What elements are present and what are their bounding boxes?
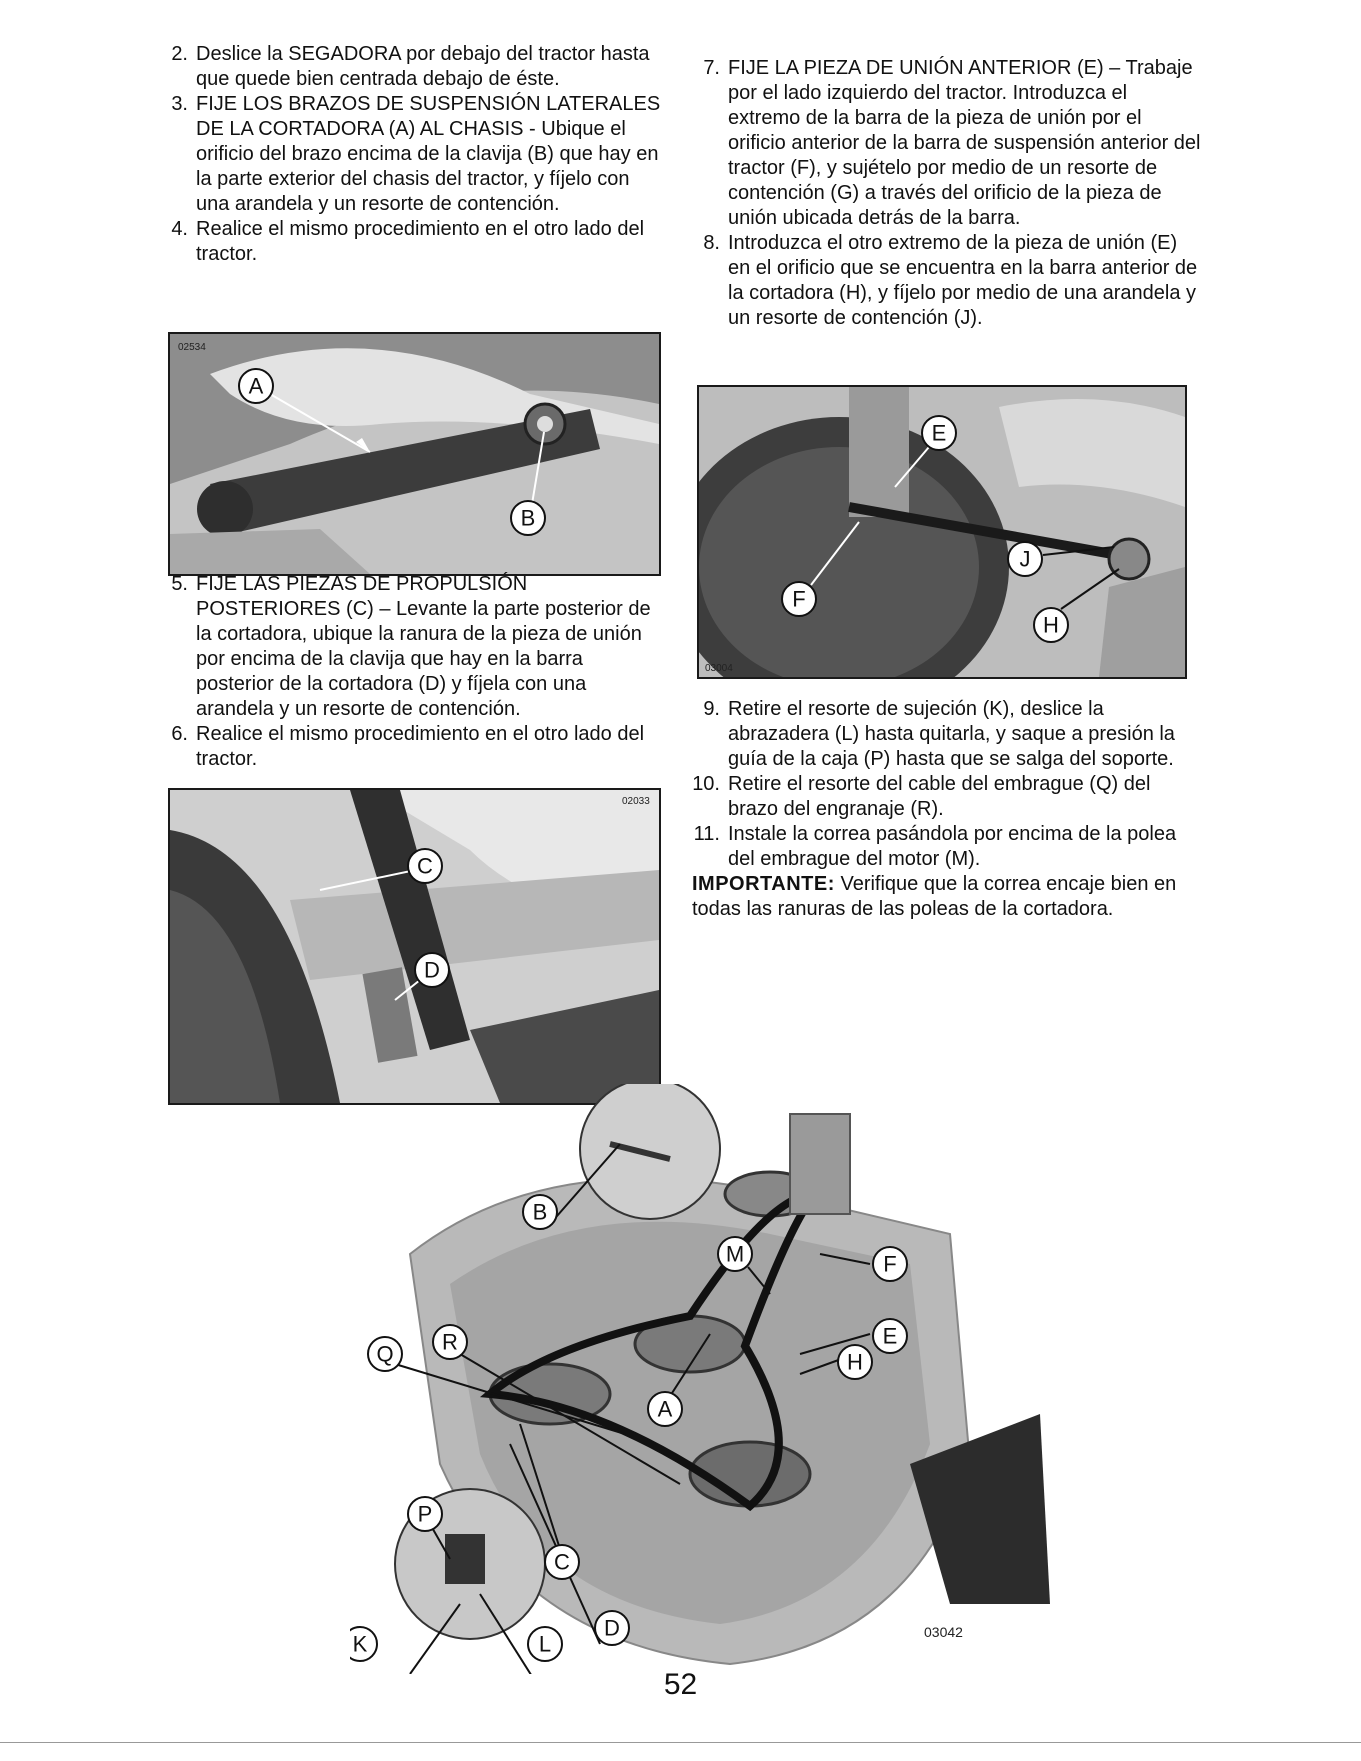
figure-suspension-arm	[168, 332, 661, 576]
svg-text:B: B	[532, 1199, 548, 1225]
callout-e: E	[931, 420, 947, 446]
step-11: 11. Instale la correa pasándola por encima de la polea del embrague del motor (M).	[693, 823, 1177, 870]
left-column-top	[160, 42, 665, 267]
important-label: IMPORTANTE:	[692, 873, 835, 895]
figure-code: 02534	[178, 342, 206, 353]
figure-code: 03042	[924, 1624, 963, 1640]
bottom-rule	[0, 1742, 1361, 1743]
right-column-bottom	[692, 697, 1202, 922]
callout-a	[648, 1392, 682, 1426]
svg-text:Q: Q	[376, 1341, 394, 1367]
right-column-top	[692, 56, 1202, 331]
svg-text:R: R	[442, 1329, 458, 1355]
step-10: 10. Retire el resorte del cable del embrague (Q) del brazo del engranaje (R).	[692, 773, 1151, 820]
callout-e	[873, 1319, 907, 1353]
mower-deck-diagram	[350, 1084, 1050, 1674]
svg-text:H: H	[847, 1349, 863, 1375]
callout-c: C	[417, 853, 433, 879]
step-7: 7. FIJE LA PIEZA DE UNIÓN ANTERIOR (E) – Trabaje por el lado izquierdo del tractor. Introduzca el extremo de la barra de la pieza de unión por el orificio anterior de la barra de suspensión anterior del tractor (F), y sujételo por medio de un resorte de contención (G) a través del orificio de la pieza de unión ubicada detrás de la barra.	[703, 57, 1201, 229]
svg-text:D: D	[604, 1615, 620, 1641]
page-number: 52	[663, 1668, 698, 1701]
callout-d	[595, 1611, 629, 1645]
step-4: 4. Realice el mismo procedimiento en el otro lado del tractor.	[171, 218, 645, 265]
callout-k	[350, 1627, 377, 1661]
svg-text:A: A	[657, 1396, 673, 1422]
svg-text:E: E	[882, 1323, 898, 1349]
callout-a: A	[248, 373, 264, 399]
callout-f	[873, 1247, 907, 1281]
callout-m	[718, 1237, 752, 1271]
svg-text:L: L	[538, 1631, 552, 1657]
callout-d: D	[424, 957, 440, 983]
important-note	[692, 872, 1202, 922]
step-6: 6. Realice el mismo procedimiento en el otro lado del tractor.	[171, 723, 645, 770]
svg-text:C: C	[554, 1549, 570, 1575]
figure-front-link	[697, 385, 1187, 679]
step-3: 3. FIJE LOS BRAZOS DE SUSPENSIÓN LATERALES DE LA CORTADORA (A) AL CHASIS - Ubique el orificio del brazo encima de la clavija (B) que hay en la parte exterior del chasis del tractor, y fíjelo con una arandela y un resorte de contención.	[171, 93, 661, 215]
callout-p	[408, 1497, 442, 1531]
callout-l	[528, 1627, 562, 1661]
callout-b: B	[520, 505, 536, 531]
callout-f: F	[792, 586, 806, 612]
callout-b	[523, 1195, 557, 1229]
figure-code: 02033	[622, 796, 650, 807]
callout-j: J	[1019, 546, 1031, 572]
figure-rear-links	[168, 788, 661, 1105]
figure-code: 03004	[705, 663, 733, 674]
svg-text:F: F	[883, 1251, 897, 1277]
callout-q	[368, 1337, 402, 1371]
left-column-bottom	[160, 572, 665, 772]
step-8: 8. Introduzca el otro extremo de la pieza de unión (E) en el orificio que se encuentra en la barra anterior de la cortadora (H), y fíjelo por medio de una arandela y un resorte de contención (J).	[703, 232, 1198, 329]
callout-h: H	[1043, 612, 1059, 638]
callout-r	[433, 1325, 467, 1359]
callout-c	[545, 1545, 579, 1579]
svg-text:P: P	[417, 1501, 433, 1527]
callout-h	[838, 1345, 872, 1379]
svg-text:K: K	[352, 1631, 368, 1657]
important-text: Verifique que la correa encaje bien en todas las ranuras de las poleas de la cortadora.	[692, 873, 1177, 920]
step-5: 5. FIJE LAS PIEZAS DE PROPULSIÓN POSTERIORES (C) – Levante la parte posterior de la cortadora, ubique la ranura de la pieza de unión por encima de la clavija que hay en la barra posterior de la cortadora (D) y fíjela con una arandela y un resorte de contención.	[171, 573, 651, 720]
step-9: 9. Retire el resorte de sujeción (K), deslice la abrazadera (L) hasta quitarla, y saque a presión la guía de la caja (P) hasta que se salga del soporte.	[703, 698, 1175, 770]
svg-text:M: M	[725, 1241, 745, 1267]
step-2: 2. Deslice la SEGADORA por debajo del tractor hasta que quede bien centrada debajo de éste.	[171, 43, 650, 90]
